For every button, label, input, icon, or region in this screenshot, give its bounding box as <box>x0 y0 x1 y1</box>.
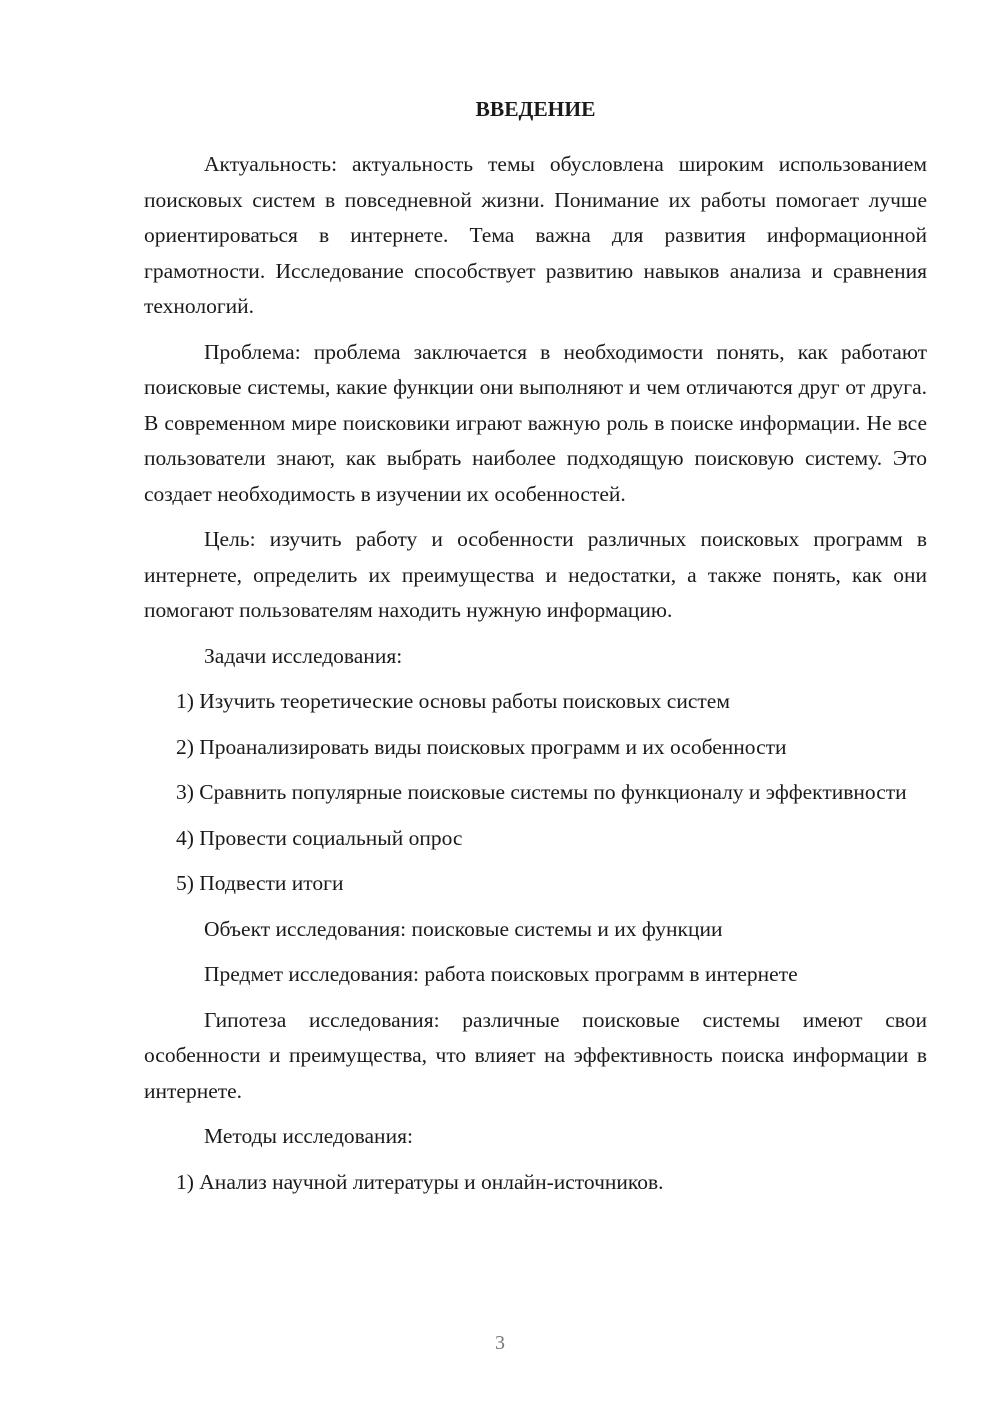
page-body <box>144 92 927 1210</box>
page-number: 3 <box>495 1332 505 1354</box>
section-heading: ВВЕДЕНИЕ <box>475 97 596 121</box>
task-item: 3) Сравнить популярные поисковые системы по функционалу и эффективности <box>176 780 907 804</box>
method-item: 1) Анализ научной литературы и онлайн-источников. <box>176 1169 664 1194</box>
task-item: 1) Изучить теоретические основы работы поисковых систем <box>176 689 730 713</box>
research-subject: Предмет исследования: работа поисковых программ в интернете <box>204 962 798 986</box>
tasks-heading: Задачи исследования: <box>204 643 403 668</box>
task-item: 5) Подвести итоги <box>176 871 344 895</box>
goal-paragraph: Цель: изучить работу и особенности различных поисковых программ в интернете, определить их преимущества и недостатки, а также понять, как они помогают пользователям находить нужную информацию. <box>144 527 927 622</box>
task-item: 2) Проанализировать виды поисковых программ и их особенности <box>176 734 787 759</box>
methods-heading: Методы исследования: <box>204 1124 413 1148</box>
relevance-paragraph: Актуальность: актуальность темы обусловлена широким использованием поисковых систем в повседневной жизни. Понимание их работы помогает лучше ориентироваться в интернете. Тема важна для развития информационной грамотности. Исследование способствует развитию навыков анализа и сравнения технологий. <box>144 152 927 318</box>
hypothesis-paragraph: Гипотеза исследования: различные поисковые системы имеют свои особенности и преимущества, что влияет на эффективность поиска информации в интернете. <box>144 1007 927 1103</box>
research-object: Объект исследования: поисковые системы и их функции <box>204 916 723 941</box>
task-item: 4) Провести социальный опрос <box>176 825 463 850</box>
problem-paragraph: Проблема: проблема заключается в необходимости понять, как работают поисковые системы, какие функции они выполняют и чем отличаются друг от друга. В современном мире поисковики играют важную роль в поиске информации. Не все пользователи знают, как выбрать наиболее подходящую поисковую систему. Это создает необходимость в изучении их особенностей. <box>144 339 927 506</box>
